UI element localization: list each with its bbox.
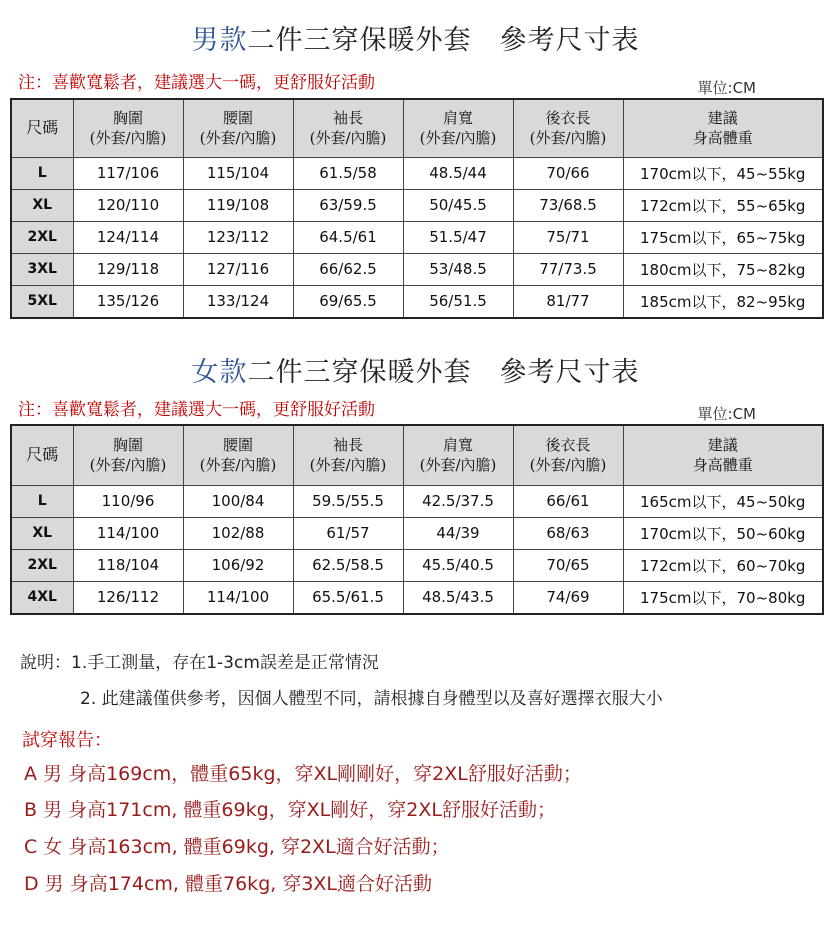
table-row bbox=[11, 549, 823, 581]
chest-cell: 114/100 bbox=[73, 517, 183, 549]
waist-cell: 133/124 bbox=[183, 285, 293, 318]
waist-cell: 123/112 bbox=[183, 221, 293, 253]
sleeve-cell: 59.5/55.5 bbox=[293, 485, 403, 517]
shoulder-cell: 48.5/44 bbox=[403, 157, 513, 189]
chest-cell: 135/126 bbox=[73, 285, 183, 318]
waist-cell: 114/100 bbox=[183, 581, 293, 614]
suggest-cell: 175cm以下，65~75kg bbox=[623, 221, 823, 253]
women-size-table bbox=[10, 424, 824, 615]
shoulder-cell: 42.5/37.5 bbox=[403, 485, 513, 517]
sleeve-cell: 66/62.5 bbox=[293, 253, 403, 285]
header-chest: 胸圍 (外套/內膽) bbox=[73, 425, 183, 485]
header-waist: 腰圍 (外套/內膽) bbox=[183, 425, 293, 485]
shoulder-cell: 50/45.5 bbox=[403, 189, 513, 221]
men-note: 注：喜歡寬鬆者，建議選大一碼，更舒服好活動 bbox=[18, 73, 375, 93]
header-size: 尺碼 bbox=[11, 99, 73, 157]
report-item-c: C 女 身高163cm, 體重69kg, 穿2XL適合好活動； bbox=[24, 836, 450, 858]
shoulder-cell: 56/51.5 bbox=[403, 285, 513, 318]
women-unit: 單位:CM bbox=[697, 405, 756, 423]
size-cell: 2XL bbox=[11, 549, 73, 581]
chest-cell: 110/96 bbox=[73, 485, 183, 517]
chest-cell: 124/114 bbox=[73, 221, 183, 253]
size-cell: 5XL bbox=[11, 285, 73, 318]
length-cell: 75/71 bbox=[513, 221, 623, 253]
suggest-cell: 185cm以下，82~95kg bbox=[623, 285, 823, 318]
sleeve-cell: 69/65.5 bbox=[293, 285, 403, 318]
sleeve-cell: 64.5/61 bbox=[293, 221, 403, 253]
men-unit: 單位:CM bbox=[697, 79, 756, 97]
table-row bbox=[11, 253, 823, 285]
header-shoulder: 肩寬 (外套/內膽) bbox=[403, 99, 513, 157]
table-row bbox=[11, 517, 823, 549]
men-title-suffix: 參考尺寸表 bbox=[499, 25, 640, 56]
size-cell: XL bbox=[11, 517, 73, 549]
size-cell: L bbox=[11, 485, 73, 517]
chest-cell: 126/112 bbox=[73, 581, 183, 614]
sleeve-cell: 62.5/58.5 bbox=[293, 549, 403, 581]
size-cell: 3XL bbox=[11, 253, 73, 285]
size-cell: 2XL bbox=[11, 221, 73, 253]
measure-note-2: 2. 此建議僅供參考，因個人體型不同，請根據自身體型以及喜好選擇衣服大小 bbox=[80, 689, 663, 709]
table-row bbox=[11, 189, 823, 221]
length-cell: 66/61 bbox=[513, 485, 623, 517]
women-note: 注：喜歡寬鬆者，建議選大一碼，更舒服好活動 bbox=[18, 400, 375, 420]
report-title: 試穿報告： bbox=[22, 730, 112, 751]
report-item-d: D 男 身高174cm, 體重76kg, 穿3XL適合好活動 bbox=[24, 873, 433, 895]
suggest-cell: 175cm以下，70~80kg bbox=[623, 581, 823, 614]
sleeve-cell: 61/57 bbox=[293, 517, 403, 549]
length-cell: 77/73.5 bbox=[513, 253, 623, 285]
length-cell: 68/63 bbox=[513, 517, 623, 549]
waist-cell: 102/88 bbox=[183, 517, 293, 549]
report-item-a: A 男 身高169cm，體重65kg，穿XL剛剛好，穿2XL舒服好活動； bbox=[24, 763, 582, 785]
shoulder-cell: 44/39 bbox=[403, 517, 513, 549]
header-sleeve: 袖長 (外套/內膽) bbox=[293, 425, 403, 485]
header-suggest: 建議 身高體重 bbox=[623, 425, 823, 485]
men-title-main: 二件三穿保暖外套 bbox=[247, 25, 472, 56]
table-row bbox=[11, 285, 823, 318]
sleeve-cell: 63/59.5 bbox=[293, 189, 403, 221]
length-cell: 81/77 bbox=[513, 285, 623, 318]
women-title bbox=[0, 350, 831, 389]
waist-cell: 106/92 bbox=[183, 549, 293, 581]
table-row bbox=[11, 221, 823, 253]
suggest-cell: 172cm以下，55~65kg bbox=[623, 189, 823, 221]
suggest-cell: 170cm以下，50~60kg bbox=[623, 517, 823, 549]
measure-note-1: 說明：1.手工測量，存在1-3cm誤差是正常情況 bbox=[20, 653, 379, 673]
header-shoulder: 肩寬 (外套/內膽) bbox=[403, 425, 513, 485]
header-length: 後衣長 (外套/內膽) bbox=[513, 425, 623, 485]
men-title-accent: 男款 bbox=[191, 25, 248, 56]
chest-cell: 117/106 bbox=[73, 157, 183, 189]
shoulder-cell: 53/48.5 bbox=[403, 253, 513, 285]
header-chest: 胸圍 (外套/內膽) bbox=[73, 99, 183, 157]
length-cell: 74/69 bbox=[513, 581, 623, 614]
length-cell: 70/66 bbox=[513, 157, 623, 189]
women-title-suffix: 參考尺寸表 bbox=[499, 357, 640, 388]
header-size: 尺碼 bbox=[11, 425, 73, 485]
header-sleeve: 袖長 (外套/內膽) bbox=[293, 99, 403, 157]
waist-cell: 115/104 bbox=[183, 157, 293, 189]
header-waist: 腰圍 (外套/內膽) bbox=[183, 99, 293, 157]
suggest-cell: 172cm以下，60~70kg bbox=[623, 549, 823, 581]
waist-cell: 100/84 bbox=[183, 485, 293, 517]
table-row bbox=[11, 581, 823, 614]
size-cell: 4XL bbox=[11, 581, 73, 614]
chest-cell: 118/104 bbox=[73, 549, 183, 581]
header-suggest: 建議 身高體重 bbox=[623, 99, 823, 157]
waist-cell: 119/108 bbox=[183, 189, 293, 221]
size-cell: L bbox=[11, 157, 73, 189]
suggest-cell: 165cm以下，45~50kg bbox=[623, 485, 823, 517]
sleeve-cell: 61.5/58 bbox=[293, 157, 403, 189]
shoulder-cell: 45.5/40.5 bbox=[403, 549, 513, 581]
women-title-main: 二件三穿保暖外套 bbox=[247, 357, 472, 388]
men-title bbox=[0, 18, 831, 57]
suggest-cell: 180cm以下，75~82kg bbox=[623, 253, 823, 285]
chest-cell: 129/118 bbox=[73, 253, 183, 285]
table-row bbox=[11, 157, 823, 189]
table-row bbox=[11, 485, 823, 517]
suggest-cell: 170cm以下，45~55kg bbox=[623, 157, 823, 189]
chest-cell: 120/110 bbox=[73, 189, 183, 221]
shoulder-cell: 51.5/47 bbox=[403, 221, 513, 253]
shoulder-cell: 48.5/43.5 bbox=[403, 581, 513, 614]
waist-cell: 127/116 bbox=[183, 253, 293, 285]
men-size-table bbox=[10, 98, 824, 319]
sleeve-cell: 65.5/61.5 bbox=[293, 581, 403, 614]
table-header-row bbox=[11, 425, 823, 485]
report-item-b: B 男 身高171cm, 體重69kg，穿XL剛好，穿2XL舒服好活動； bbox=[24, 799, 556, 821]
women-title-accent: 女款 bbox=[191, 357, 248, 388]
length-cell: 70/65 bbox=[513, 549, 623, 581]
table-header-row bbox=[11, 99, 823, 157]
header-length: 後衣長 (外套/內膽) bbox=[513, 99, 623, 157]
length-cell: 73/68.5 bbox=[513, 189, 623, 221]
size-cell: XL bbox=[11, 189, 73, 221]
